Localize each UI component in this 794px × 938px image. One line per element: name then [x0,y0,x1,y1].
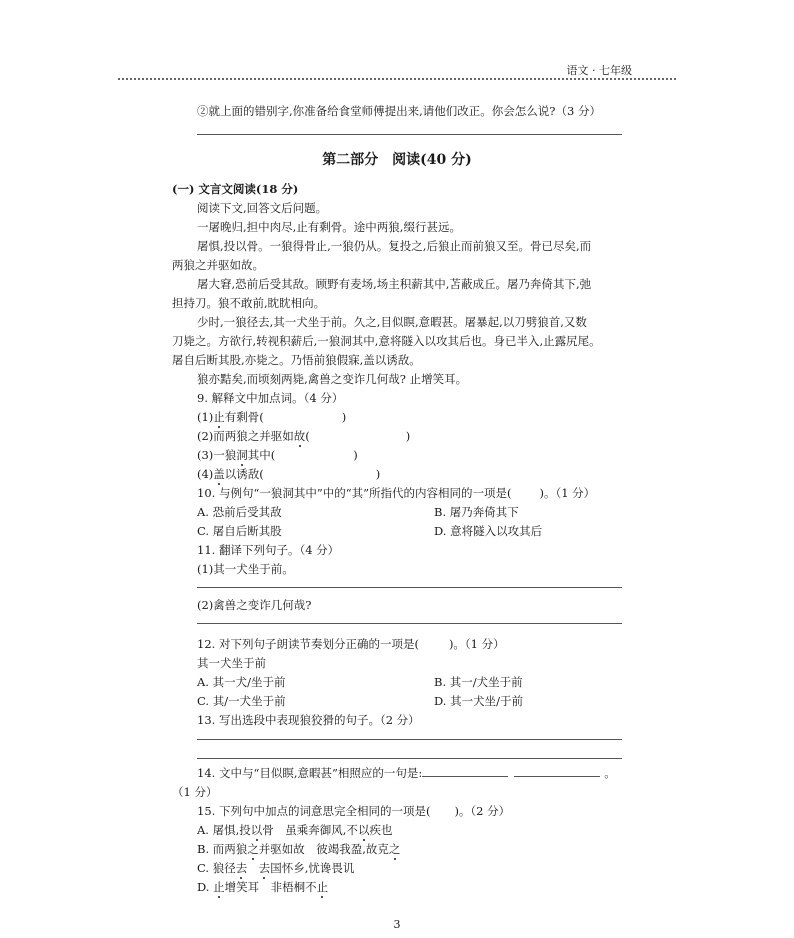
q9-item: (4)盖以诱敌( ) [197,467,381,481]
q13-answer-line [197,739,622,740]
q12-option: B. 其一/犬坐于前 [434,675,523,689]
q10-option: B. 屠乃奔倚其下 [434,505,519,519]
q12-sentence: 其一犬坐于前 [197,656,266,670]
q9-stem: 9. 解释文中加点词。（4 分） [197,391,344,405]
q12-option: A. 其一犬/坐于前 [197,675,286,689]
prev-answer-line [197,134,622,135]
q10-option: C. 屠自后断其股 [197,524,282,538]
q15-option: B. 而两狼之并驱如故 彼竭我盈,故克之 [197,842,401,856]
q15-option: C. 狼径去 去国怀乡,忧谗畏讥 [197,861,355,875]
q10-option: D. 意将隧入以攻其后 [434,524,543,538]
header-subject-label: 语文 · 七年级 [566,64,632,77]
q14-stem: 14. 文中与“目似瞑,意暇甚”相照应的一句是: 。 [197,766,616,780]
q11-answer-line [197,587,622,588]
instruction: 阅读下文,回答文后问题。 [197,201,328,215]
q10-stem: 10. 与例句“一狼洞其中”中的“其”所指代的内容相同的一项是( )。（1 分） [197,486,596,500]
passage-line: 刀毙之。方欲行,转视积薪后,一狼洞其中,意将隧入以攻其后也。身已半入,止露尻尾。 [172,334,601,348]
q10-option: A. 恐前后受其敌 [197,505,282,519]
passage-line: 屠自后断其股,亦毙之。乃悟前狼假寐,盖以诱敌。 [172,353,421,367]
q11-stem: 11. 翻译下列句子。（4 分） [197,543,340,557]
q12-option: C. 其/一犬坐于前 [197,694,286,708]
q9-item: (3)一狼洞其中( ) [197,448,358,462]
passage-line: 屠大窘,恐前后受其敌。顾野有麦场,场主积薪其中,苫蔽成丘。屠乃奔倚其下,弛 [197,277,592,291]
passage-line: 担持刀。狼不敢前,眈眈相向。 [172,296,326,310]
q12-option: D. 其一犬坐/于前 [434,694,523,708]
prev-question: ②就上面的错别字,你准备给食堂师傅提出来,请他们改正。你会怎么说?（3 分） [197,104,601,118]
passage-line: 少时,一狼径去,其一犬坐于前。久之,目似瞑,意暇甚。屠暴起,以刀劈狼首,又数 [197,315,587,329]
passage-line: 一屠晚归,担中肉尽,止有剩骨。途中两狼,缀行甚远。 [197,220,461,234]
subsection-title: (一) 文言文阅读(18 分) [172,182,299,196]
q12-stem: 12. 对下列句子朗读节奏划分正确的一项是( )。（1 分） [197,637,505,651]
q15-stem: 15. 下列句中加点的词意思完全相同的一项是( )。（2 分） [197,804,511,818]
q11-item: (1)其一犬坐于前。 [197,562,294,576]
section-title: 第二部分 阅读(40 分) [322,152,472,168]
q13-answer-line [197,758,622,759]
header-dotted-divider [118,78,676,80]
passage-line: 屠惧,投以骨。一狼得骨止,一狼仍从。复投之,后狼止而前狼又至。骨已尽矣,而 [197,239,592,253]
q14-score: （1 分） [172,785,218,799]
q15-option: D. 止增笑耳 非梧桐不止 [197,880,329,894]
page-number: 3 [393,918,401,931]
q9-item: (1)止有剩骨( ) [197,410,347,424]
q9-item: (2)而两狼之并驱如故( ) [197,429,411,443]
q13-stem: 13. 写出选段中表现狼狡猾的句子。（2 分） [197,713,420,727]
passage-line: 两狼之并驱如故。 [172,258,264,272]
q15-option: A. 屠惧,投以骨 虽乘奔御风,不以疾也 [197,823,393,837]
q11-item: (2)禽兽之变诈几何哉? [197,598,312,612]
passage-line: 狼亦黠矣,而顷刻两毙,禽兽之变诈几何哉? 止增笑耳。 [197,372,468,386]
q11-answer-line [197,623,622,624]
